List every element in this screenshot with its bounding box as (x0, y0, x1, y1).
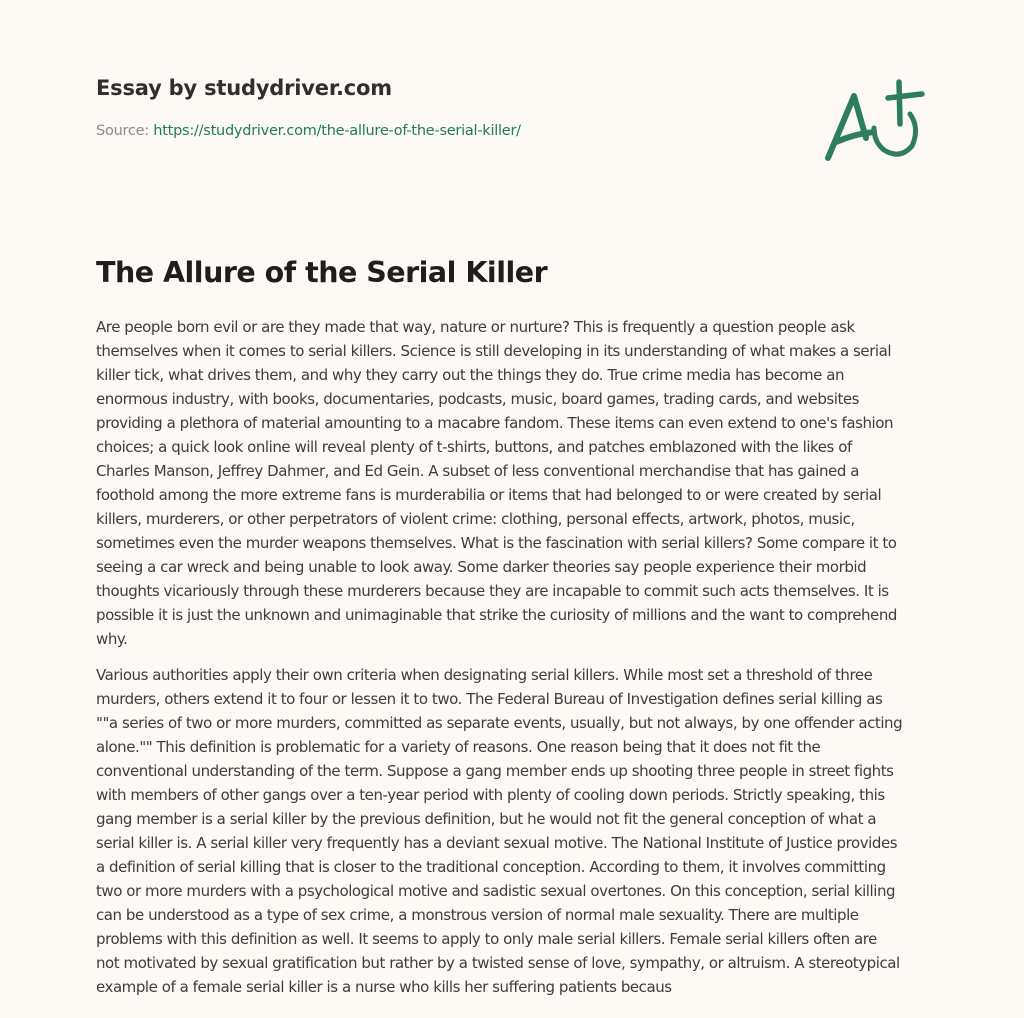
text-line: providing a plethora of material amounting to a macabre fandom. These items can even extend to one's fashion (96, 414, 894, 432)
text-line: can be understood as a type of sex crime, a monstrous version of normal male sexuality. There are multiple (96, 906, 859, 924)
site-title: Essay by studydriver.com (96, 76, 392, 100)
text-line: problems with this definition as well. It seems to apply to only male serial killers. Female serial killers often are (96, 930, 877, 948)
text-line: example of a female serial killer is a nurse who kills her suffering patients becaus (96, 978, 672, 996)
essay-body (96, 315, 932, 1011)
text-line: choices; a quick look online will reveal plenty of t-shirts, buttons, and patches emblazoned with the likes of (96, 438, 852, 456)
text-line: not motivated by sexual gratification but rather by a twisted sense of love, sympathy, or altruism. A stereotypical (96, 954, 900, 972)
text-line: why. (96, 630, 128, 648)
text-line: themselves when it comes to serial killers. Science is still developing in its understanding of what makes a serial (96, 342, 892, 360)
text-line: serial killer is. A serial killer very frequently has a deviant sexual motive. The National Institute of Justice provides (96, 834, 898, 852)
source-link[interactable]: https://studydriver.com/the-allure-of-the-serial-killer/ (153, 123, 521, 139)
text-line: murders, others extend it to four or lessen it to two. The Federal Bureau of Investigation defines serial killing as (96, 690, 883, 708)
site-header (96, 0, 932, 200)
text-line: two or more murders with a psychological motive and sadistic sexual overtones. On this conception, serial killing (96, 882, 896, 900)
text-line: ""a series of two or more murders, committed as separate events, usually, but not always, by one offender acting (96, 714, 903, 732)
text-line: Are people born evil or are they made that way, nature or nurture? This is frequently a question people ask (96, 318, 855, 336)
text-line: conventional understanding of the term. Suppose a gang member ends up shooting three people in street fights (96, 762, 894, 780)
paragraph (96, 315, 932, 651)
text-line: Charles Manson, Jeffrey Dahmer, and Ed Gein. A subset of less conventional merchandise that has gained a (96, 462, 859, 480)
text-line: possible it is just the unknown and unimaginable that strike the curiosity of millions and the want to comprehend (96, 606, 897, 624)
text-line: alone."" This definition is problematic for a variety of reasons. One reason being that it does not fit the (96, 738, 821, 756)
text-line: Various authorities apply their own criteria when designating serial killers. While most set a threshold of three (96, 666, 873, 684)
text-line: sometimes even the murder weapons themselves. What is the fascination with serial killers? Some compare it to (96, 534, 897, 552)
a-plus-grade-icon (824, 68, 928, 164)
text-line: foothold among the more extreme fans is murderabilia or items that had belonged to or were created by serial (96, 486, 882, 504)
text-line: seeing a car wreck and being unable to look away. Some darker theories say people experience their morbid (96, 558, 867, 576)
source-label: Source: (96, 123, 149, 139)
text-line: gang member is a serial killer by the previous definition, but he would not fit the general conception of what a (96, 810, 877, 828)
text-line: with members of other gangs over a ten-year period with plenty of cooling down periods. Strictly speaking, this (96, 786, 885, 804)
text-line: a definition of serial killing that is closer to the traditional conception. According to them, it involves committing (96, 858, 886, 876)
text-line: thoughts vicariously through these murderers because they are incapable to commit such acts themselves. It is (96, 582, 889, 600)
text-line: enormous industry, with books, documentaries, podcasts, music, board games, trading cards, and websites (96, 390, 860, 408)
paragraph (96, 663, 932, 999)
text-line: killers, murderers, or other perpetrators of violent crime: clothing, personal effects, artwork, photos, music, (96, 510, 855, 528)
text-line: killer tick, what drives them, and why they carry out the things they do. True crime media has become an (96, 366, 845, 384)
source-line (96, 123, 521, 139)
essay-page (96, 0, 932, 996)
essay-title: The Allure of the Serial Killer (96, 256, 548, 289)
